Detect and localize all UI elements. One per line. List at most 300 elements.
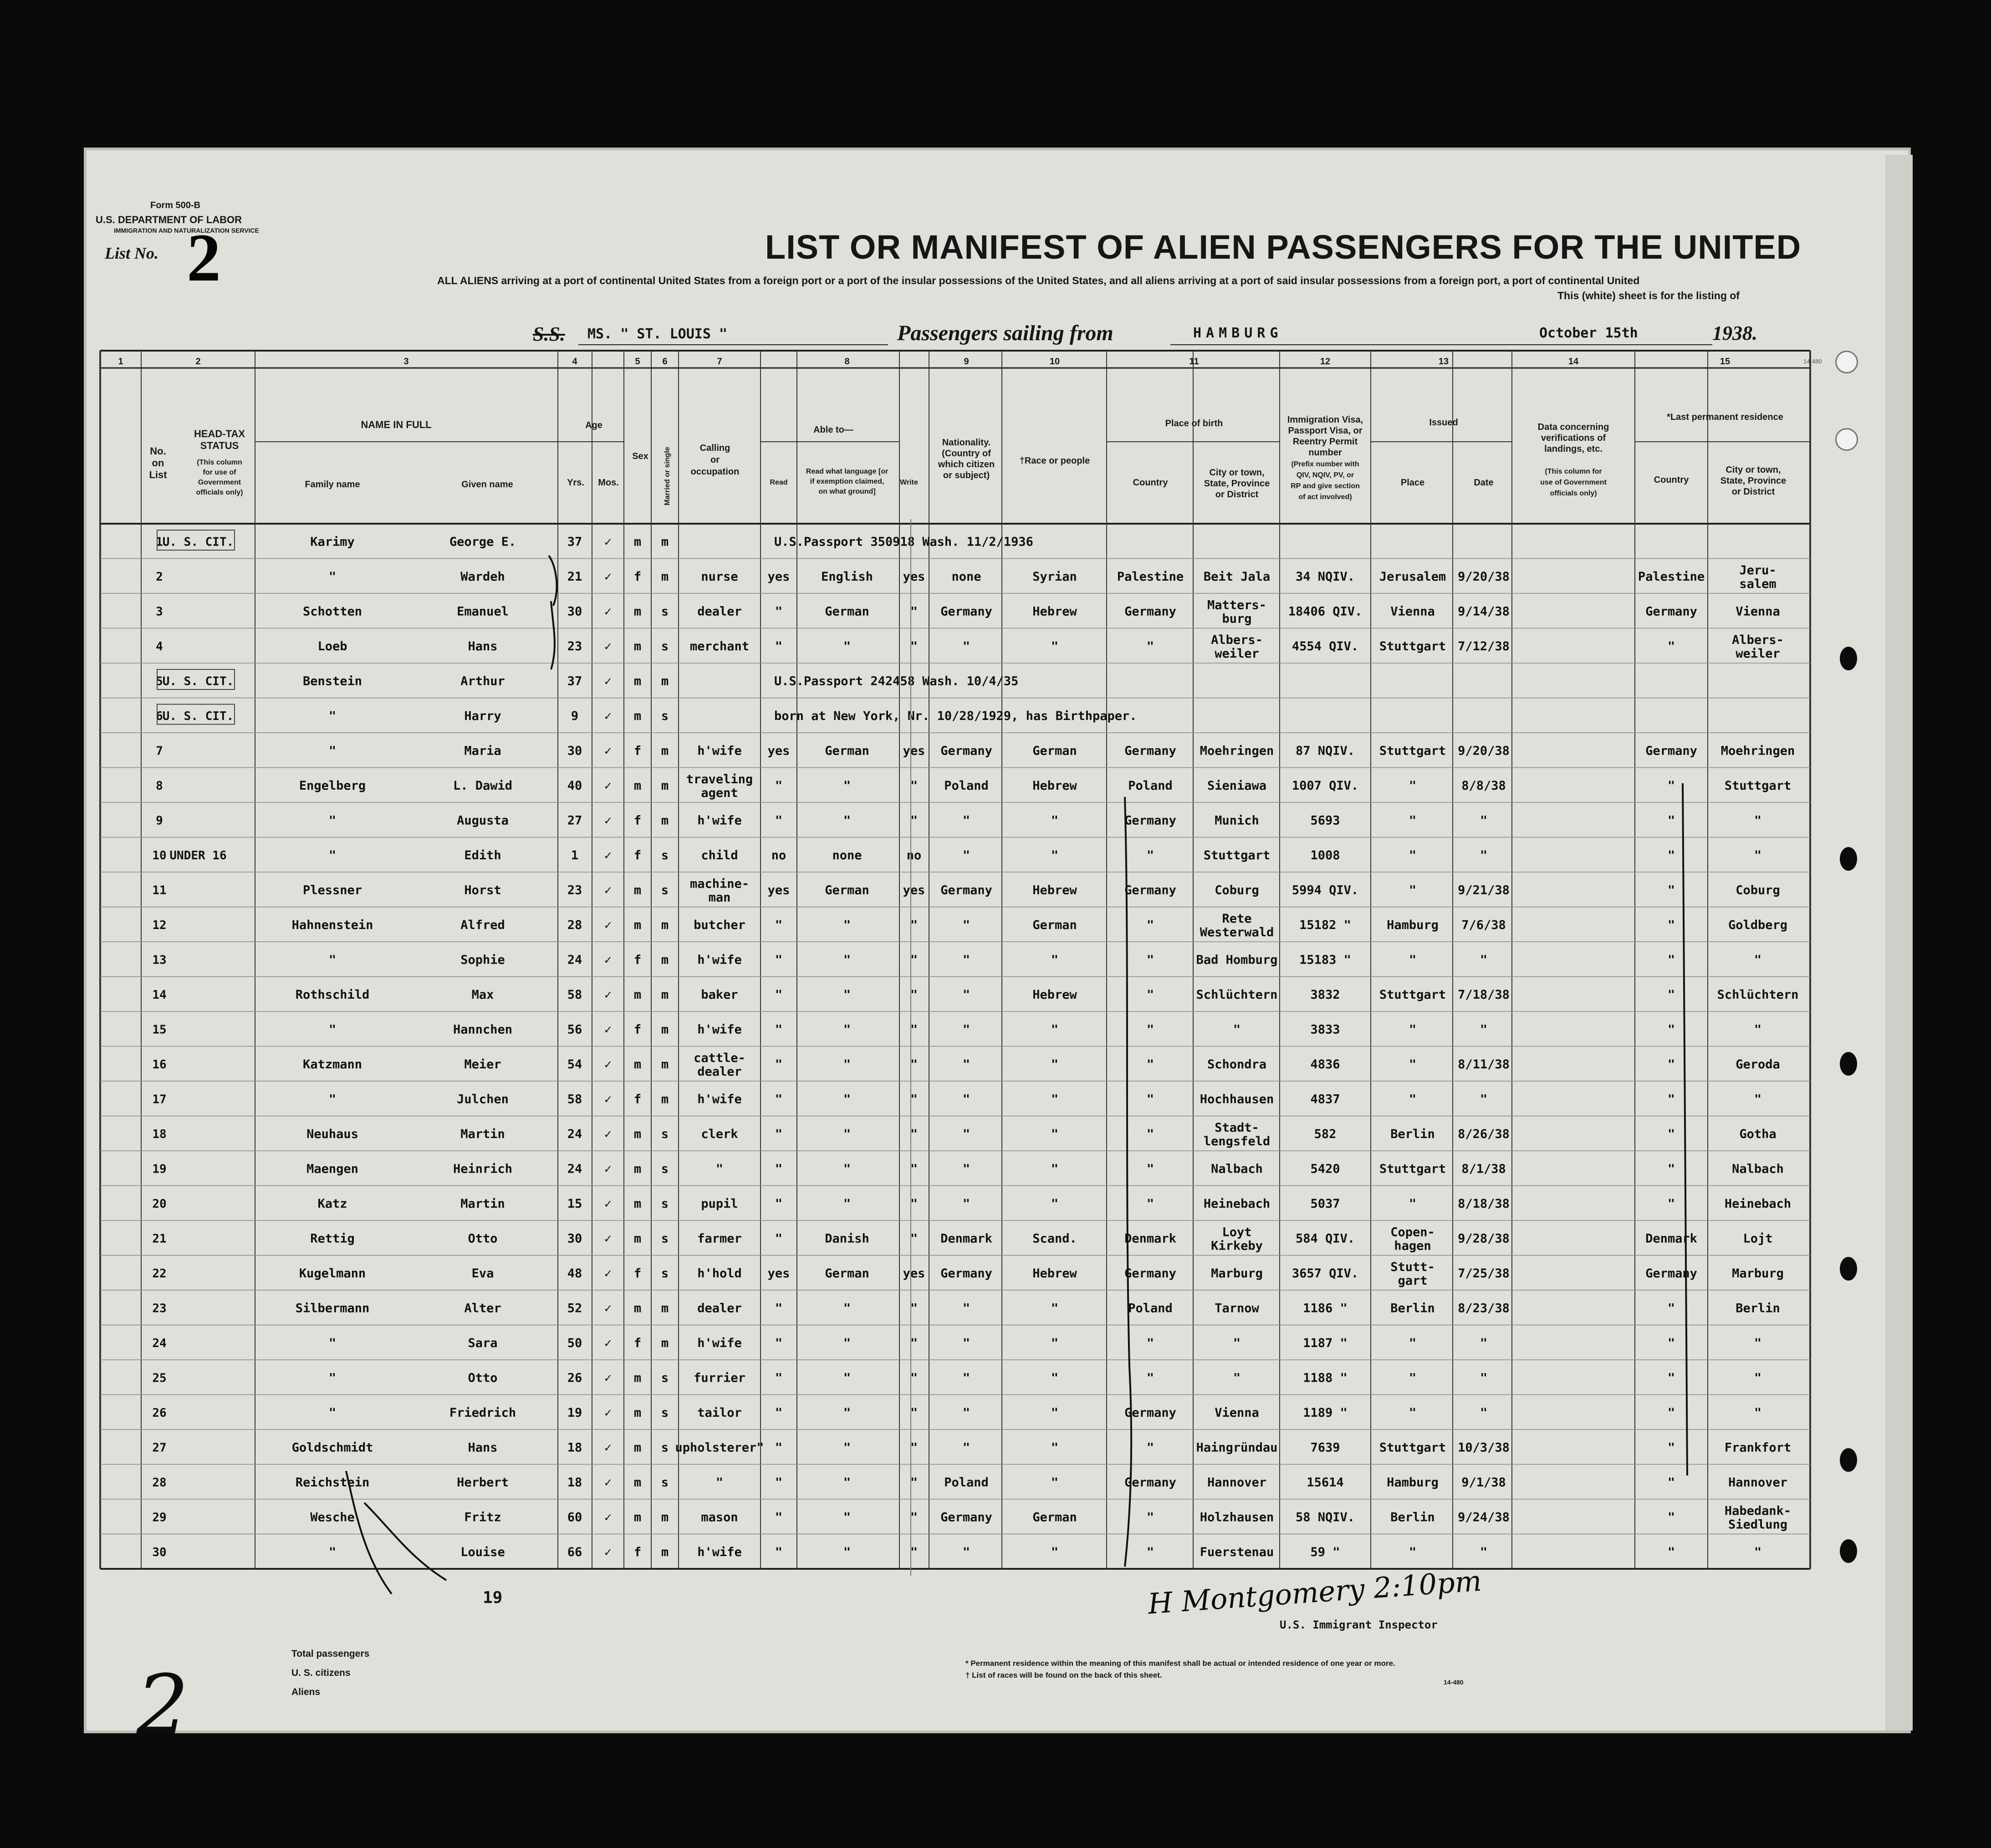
family-name-cell: ": [328, 744, 337, 758]
sex-cell: f: [633, 1545, 642, 1559]
nationality-cell: ": [962, 1196, 970, 1211]
age-months-cell: ✓: [604, 1475, 612, 1490]
birth-city-cell: ": [1233, 1022, 1241, 1037]
family-name-cell: Katzmann: [302, 1057, 362, 1072]
res-city-cell: ": [1754, 1336, 1762, 1350]
nationality-cell: ": [962, 1405, 970, 1420]
header-calling-2: or: [710, 455, 720, 465]
res-city-cell: Schlüchtern: [1717, 987, 1799, 1002]
aliens-label: Aliens: [291, 1687, 321, 1697]
header-visa-line: Reentry Permit: [1292, 437, 1358, 447]
nationality-cell: ": [962, 1336, 970, 1350]
birth-city-cell: Stuttgart: [1203, 848, 1271, 863]
occupation-cell: agent: [701, 786, 738, 800]
write-cell: ": [910, 813, 918, 828]
sex-cell: f: [633, 1336, 642, 1350]
header-read-what-2: if exemption claimed,: [810, 478, 884, 485]
header-issued-date: Date: [1474, 478, 1494, 488]
language-cell: ": [843, 987, 851, 1002]
write-cell: no: [906, 848, 922, 863]
res-city-cell: Jeru-: [1739, 563, 1777, 577]
header-read-what-3: on what ground]: [818, 488, 876, 495]
age-years-cell: 54: [567, 1057, 582, 1072]
handwritten-page-number: 2: [137, 1658, 189, 1753]
read-cell: ": [775, 1092, 783, 1107]
language-cell: English: [821, 569, 873, 584]
race-cell: Syrian: [1032, 569, 1077, 584]
age-months-cell: ✓: [604, 1162, 612, 1176]
table-row: [152, 1260, 1784, 1288]
read-cell: ": [775, 1301, 783, 1316]
visa-cell: 59 ": [1310, 1545, 1340, 1559]
header-visa-line: of act involved): [1298, 493, 1352, 501]
res-city-cell: Gotha: [1739, 1127, 1777, 1141]
language-cell: ": [843, 1405, 851, 1420]
nationality-cell: ": [962, 918, 970, 932]
sex-cell: m: [633, 709, 642, 723]
age-months-cell: ✓: [604, 1127, 612, 1141]
issued-place-cell: ": [1409, 1022, 1417, 1037]
issued-place-cell: Hamburg: [1387, 1475, 1439, 1490]
header-verif-line: Data concerning: [1537, 422, 1609, 432]
res-country-cell: ": [1667, 1162, 1675, 1176]
marital-cell: s: [661, 1196, 669, 1211]
marital-cell: s: [661, 1475, 669, 1490]
age-years-cell: 60: [567, 1510, 582, 1525]
header-res-city-1: City or town,: [1726, 465, 1781, 475]
res-country-cell: ": [1667, 1545, 1675, 1559]
nationality-cell: ": [962, 1022, 970, 1037]
header-able-to: Able to—: [813, 425, 853, 435]
header-res-country: Country: [1654, 475, 1689, 485]
header-verif-line: verifications of: [1541, 433, 1606, 443]
sex-cell: m: [633, 1301, 642, 1316]
column-number: 12: [1320, 357, 1331, 367]
occupation-cell: h'wife: [697, 953, 742, 967]
birth-country-cell: ": [1146, 1162, 1154, 1176]
occupation-cell: ": [715, 1162, 724, 1176]
nationality-cell: ": [962, 987, 970, 1002]
birth-city-cell: Haingründau: [1196, 1440, 1278, 1455]
table-row: [152, 877, 1780, 904]
read-cell: ": [775, 1405, 783, 1420]
given-name-cell: Max: [471, 987, 494, 1002]
issued-place-cell: Jerusalem: [1379, 569, 1446, 584]
department-name: U.S. DEPARTMENT OF LABOR: [96, 214, 242, 225]
hand-checkmark: [549, 556, 556, 669]
language-cell: German: [825, 1266, 869, 1281]
write-cell: ": [910, 1510, 918, 1525]
sex-cell: m: [633, 639, 642, 653]
header-family-name: Family name: [305, 480, 360, 490]
age-years-cell: 1: [571, 848, 579, 863]
header-read: Read: [770, 479, 788, 486]
header-place-of-birth: Place of birth: [1165, 419, 1223, 429]
race-cell: ": [1051, 1301, 1059, 1316]
head-tax-cell: U. S. CIT.: [162, 674, 234, 689]
table-row: [152, 1051, 1780, 1079]
read-cell: ": [775, 813, 783, 828]
visa-cell: 3832: [1310, 987, 1340, 1002]
age-years-cell: 56: [567, 1022, 582, 1037]
issued-place-cell: ": [1409, 848, 1417, 863]
header-birth-city-3: or District: [1215, 490, 1259, 500]
given-name-cell: George E.: [449, 535, 516, 549]
sex-cell: m: [633, 1475, 642, 1490]
given-name-cell: Heinrich: [453, 1162, 513, 1176]
birth-country-cell: Poland: [1128, 1301, 1173, 1316]
family-name-cell: ": [328, 1371, 337, 1385]
sex-cell: f: [633, 1266, 642, 1281]
age-years-cell: 18: [567, 1440, 582, 1455]
table-row: [152, 1406, 1761, 1420]
language-cell: German: [825, 883, 869, 898]
occupation-cell: clerk: [701, 1127, 738, 1141]
ship-prefix: S.S.: [533, 323, 565, 345]
occupation-cell: furrier: [694, 1371, 745, 1385]
nationality-cell: ": [962, 1092, 970, 1107]
race-cell: ": [1051, 1336, 1059, 1350]
row-number: 25: [152, 1371, 167, 1385]
visa-cell: 5994 QIV.: [1292, 883, 1359, 898]
birth-city-cell: Holzhausen: [1200, 1510, 1274, 1525]
given-name-cell: Hans: [468, 639, 498, 653]
family-name-cell: ": [328, 848, 337, 863]
inspector-signature: H Montgomery 2:10pm: [1147, 1564, 1483, 1621]
sex-cell: f: [633, 848, 642, 863]
birth-city-cell: Vienna: [1215, 1405, 1259, 1420]
birth-country-cell: Germany: [1124, 883, 1176, 898]
birth-country-cell: Germany: [1124, 1475, 1176, 1490]
age-months-cell: ✓: [604, 1336, 612, 1350]
row-number: 19: [152, 1162, 167, 1176]
given-name-cell: L. Dawid: [453, 778, 513, 793]
header-years: Yrs.: [567, 478, 584, 488]
issued-date-cell: 8/8/38: [1461, 778, 1506, 793]
race-cell: ": [1051, 1405, 1059, 1420]
race-cell: German: [1032, 1510, 1077, 1525]
list-label: List No.: [105, 244, 159, 262]
note-cell: U.S.Passport 242458 Wash. 10/4/35: [774, 674, 1019, 689]
header-no: No.: [150, 445, 166, 457]
language-cell: German: [825, 604, 869, 619]
issued-date-cell: 8/26/38: [1458, 1127, 1510, 1141]
nationality-cell: Germany: [940, 1266, 992, 1281]
birth-city-cell: ": [1233, 1371, 1241, 1385]
age-years-cell: 52: [567, 1301, 582, 1316]
given-name-cell: Friedrich: [449, 1405, 516, 1420]
birth-country-cell: ": [1146, 1336, 1154, 1350]
family-name-cell: ": [328, 1092, 337, 1107]
header-nationality-2: (Country of: [942, 449, 991, 459]
occupation-cell: traveling: [686, 772, 753, 786]
header-on: on: [152, 457, 164, 469]
birth-country-cell: Germany: [1124, 1266, 1176, 1281]
hand-vertical-stroke-2: [1683, 783, 1687, 1475]
birth-city-cell: burg: [1222, 612, 1252, 626]
issued-date-cell: 9/1/38: [1461, 1475, 1506, 1490]
family-name-cell: ": [328, 1022, 337, 1037]
given-name-cell: Edith: [464, 848, 501, 863]
read-cell: ": [775, 778, 783, 793]
race-cell: ": [1051, 848, 1059, 863]
age-years-cell: 18: [567, 1475, 582, 1490]
table-row: [156, 633, 1784, 661]
write-cell: yes: [903, 883, 925, 898]
nationality-cell: Germany: [940, 1510, 992, 1525]
age-months-cell: ✓: [604, 848, 612, 863]
age-months-cell: ✓: [604, 1510, 612, 1525]
write-cell: ": [910, 1405, 918, 1420]
nationality-cell: ": [962, 639, 970, 653]
sex-cell: m: [633, 1127, 642, 1141]
language-cell: ": [843, 1545, 851, 1559]
head-tax-cell: U. S. CIT.: [162, 535, 234, 549]
nationality-cell: Germany: [940, 604, 992, 619]
sex-cell: m: [633, 674, 642, 689]
occupation-cell: baker: [701, 987, 738, 1002]
age-months-cell: ✓: [604, 883, 612, 898]
header-given-name: Given name: [461, 480, 513, 490]
family-name-cell: ": [328, 709, 337, 723]
footnotes: [965, 1658, 1395, 1681]
issued-place-cell: ": [1409, 778, 1417, 793]
birth-city-cell: Rete: [1222, 911, 1252, 926]
age-months-cell: ✓: [604, 1266, 612, 1281]
marital-cell: m: [661, 813, 669, 828]
issued-place-cell: gart: [1398, 1273, 1428, 1288]
header-birth-city-2: State, Province: [1204, 479, 1270, 489]
issued-date-cell: ": [1480, 1092, 1488, 1107]
header-visa-line: number: [1308, 448, 1342, 458]
given-name-cell: Horst: [464, 883, 501, 898]
res-city-cell: ": [1754, 1022, 1762, 1037]
family-name-cell: Katz: [317, 1196, 347, 1211]
table-row: [152, 1301, 1780, 1315]
age-years-cell: 23: [567, 639, 582, 653]
family-name-cell: Wesche: [310, 1510, 355, 1525]
birth-city-cell: Schondra: [1207, 1057, 1267, 1072]
age-years-cell: 50: [567, 1336, 582, 1350]
nationality-cell: Germany: [940, 744, 992, 758]
issued-date-cell: 8/1/38: [1461, 1162, 1506, 1176]
marital-cell: s: [661, 848, 669, 863]
write-cell: ": [910, 1336, 918, 1350]
race-cell: Hebrew: [1032, 883, 1077, 898]
birth-city-cell: Matters-: [1207, 598, 1267, 613]
column-number: 2: [195, 357, 201, 367]
sailing-label: Passengers sailing from: [897, 321, 1113, 345]
visa-cell: 7639: [1310, 1440, 1340, 1455]
visa-cell: 1187 ": [1303, 1336, 1348, 1350]
res-city-cell: weiler: [1736, 646, 1780, 661]
visa-cell: 5037: [1310, 1196, 1340, 1211]
age-months-cell: ✓: [604, 744, 612, 758]
write-cell: ": [910, 1127, 918, 1141]
res-country-cell: ": [1667, 987, 1675, 1002]
header-last-residence: *Last permanent residence: [1667, 412, 1783, 422]
birth-country-cell: Denmark: [1124, 1231, 1176, 1246]
birth-country-cell: Palestine: [1117, 569, 1184, 584]
age-months-cell: ✓: [604, 987, 612, 1002]
issued-date-cell: 8/23/38: [1458, 1301, 1510, 1316]
issued-place-cell: ": [1409, 1545, 1417, 1559]
res-country-cell: ": [1667, 1022, 1675, 1037]
header-birth-country: Country: [1133, 478, 1168, 488]
age-months-cell: ✓: [604, 1022, 612, 1037]
table-row: [156, 813, 1761, 827]
read-cell: ": [775, 639, 783, 653]
age-years-cell: 9: [571, 709, 579, 723]
issued-date-cell: ": [1480, 813, 1488, 828]
language-cell: ": [843, 1057, 851, 1072]
write-cell: yes: [903, 569, 925, 584]
issued-date-cell: 7/25/38: [1458, 1266, 1510, 1281]
nationality-cell: ": [962, 1162, 970, 1176]
occupation-cell: machine-: [689, 877, 750, 891]
issued-date-cell: 8/18/38: [1458, 1196, 1510, 1211]
res-country-cell: ": [1667, 1057, 1675, 1072]
marital-cell: m: [661, 918, 669, 932]
visa-cell: 1008: [1310, 848, 1340, 863]
read-cell: ": [775, 1127, 783, 1141]
issued-place-cell: Vienna: [1390, 604, 1435, 619]
res-country-cell: ": [1667, 1196, 1675, 1211]
read-cell: ": [775, 1545, 783, 1559]
birth-city-cell: weiler: [1215, 646, 1259, 661]
race-cell: Hebrew: [1032, 1266, 1077, 1281]
marital-cell: s: [661, 1231, 669, 1246]
birth-city-cell: Schlüchtern: [1196, 987, 1278, 1002]
service-name: IMMIGRATION AND NATURALIZATION SERVICE: [114, 227, 259, 234]
family-name-cell: Plessner: [302, 883, 362, 898]
sex-cell: m: [633, 1405, 642, 1420]
res-city-cell: Siedlung: [1728, 1517, 1788, 1532]
write-cell: ": [910, 1371, 918, 1385]
issued-place-cell: ": [1409, 1371, 1417, 1385]
header-head-tax-1: HEAD-TAX: [194, 428, 245, 439]
header-list: List: [149, 469, 167, 480]
res-country-cell: ": [1667, 1405, 1675, 1420]
visa-cell: 1186 ": [1303, 1301, 1348, 1316]
occupation-cell: tailor: [697, 1405, 742, 1420]
given-name-cell: Augusta: [457, 813, 509, 828]
write-cell: ": [910, 1545, 918, 1559]
res-city-cell: Berlin: [1736, 1301, 1780, 1316]
visa-cell: 582: [1314, 1127, 1337, 1141]
birth-city-cell: Kirkeby: [1211, 1239, 1263, 1253]
sex-cell: f: [633, 1022, 642, 1037]
family-name-cell: ": [328, 1336, 337, 1350]
header-issued-place: Place: [1400, 478, 1425, 488]
row-number: 7: [156, 744, 163, 758]
marital-cell: m: [661, 987, 669, 1002]
given-name-cell: Sophie: [460, 953, 505, 967]
age-years-cell: 24: [567, 953, 582, 967]
table-row: [152, 1504, 1791, 1531]
write-cell: ": [910, 1440, 918, 1455]
row-number: 1: [156, 535, 163, 549]
birth-city-cell: Stadt-: [1215, 1120, 1259, 1135]
age-years-cell: 66: [567, 1545, 582, 1559]
row-number: 16: [152, 1057, 167, 1072]
given-name-cell: Harry: [464, 709, 501, 723]
res-country-cell: Germany: [1645, 604, 1697, 619]
table-row: [156, 772, 1791, 800]
res-country-cell: ": [1667, 1336, 1675, 1350]
issued-place-cell: Berlin: [1390, 1301, 1435, 1316]
issued-date-cell: 9/28/38: [1458, 1231, 1510, 1246]
read-cell: ": [775, 918, 783, 932]
us-citizens-label: U. S. citizens: [291, 1668, 351, 1678]
table-row: [152, 844, 1761, 864]
birth-city-cell: Bad Homburg: [1196, 953, 1278, 967]
table-row: [152, 1092, 1761, 1106]
res-city-cell: ": [1754, 813, 1762, 828]
age-years-cell: 30: [567, 744, 582, 758]
birth-country-cell: ": [1146, 639, 1154, 653]
issued-place-cell: ": [1409, 1196, 1417, 1211]
marital-cell: m: [661, 744, 669, 758]
given-name-cell: Hannchen: [453, 1022, 513, 1037]
family-name-cell: Kugelmann: [299, 1266, 366, 1281]
language-cell: none: [832, 848, 862, 863]
header-age: Age: [585, 420, 602, 430]
given-name-cell: Fritz: [464, 1510, 501, 1525]
head-tax-cell: U. S. CIT.: [162, 709, 234, 723]
marital-cell: m: [661, 674, 669, 689]
birth-city-cell: lengsfeld: [1203, 1134, 1271, 1149]
table-row: [156, 563, 1776, 591]
nationality-cell: ": [962, 1371, 970, 1385]
head-tax-cell: UNDER 16: [169, 848, 227, 863]
form-code: 14-480: [1444, 1679, 1464, 1686]
res-city-cell: ": [1754, 1545, 1762, 1559]
issued-date-cell: ": [1480, 1405, 1488, 1420]
occupation-cell: dealer: [697, 1301, 742, 1316]
sex-cell: f: [633, 1092, 642, 1107]
birth-city-cell: ": [1233, 1336, 1241, 1350]
res-city-cell: ": [1754, 1092, 1762, 1107]
visa-cell: 584 QIV.: [1295, 1231, 1355, 1246]
nationality-cell: Poland: [944, 778, 989, 793]
table-headers: [118, 357, 1786, 505]
res-city-cell: ": [1754, 848, 1762, 863]
given-name-cell: Meier: [464, 1057, 501, 1072]
given-name-cell: Arthur: [460, 674, 505, 689]
row-number: 26: [152, 1406, 167, 1420]
occupation-cell: h'wife: [697, 1092, 742, 1107]
sex-cell: m: [633, 1196, 642, 1211]
given-name-cell: Louise: [460, 1545, 505, 1559]
visa-cell: 87 NQIV.: [1295, 744, 1355, 758]
marital-cell: s: [661, 1371, 669, 1385]
race-cell: German: [1032, 744, 1077, 758]
age-years-cell: 24: [567, 1162, 582, 1176]
issued-date-cell: 7/18/38: [1458, 987, 1510, 1002]
age-months-cell: ✓: [604, 1371, 612, 1385]
read-cell: ": [775, 1231, 783, 1246]
column-number: 15: [1720, 357, 1731, 367]
birth-city-cell: Coburg: [1215, 883, 1259, 898]
issued-place-cell: ": [1409, 1092, 1417, 1107]
table-row: [152, 1162, 1784, 1176]
birth-city-cell: Nalbach: [1211, 1162, 1263, 1176]
column-number: 4: [572, 357, 577, 367]
res-country-cell: ": [1667, 813, 1675, 828]
read-cell: ": [775, 604, 783, 619]
read-cell: ": [775, 1371, 783, 1385]
